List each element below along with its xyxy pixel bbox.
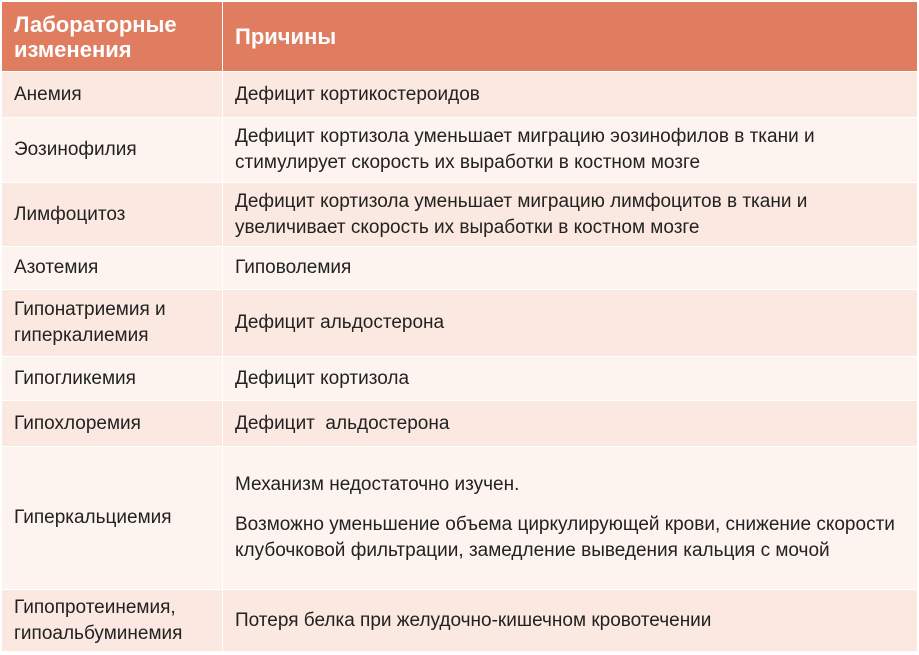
lab-change-cell: Анемия (2, 72, 223, 118)
cause-text: Дефицит кортизола уменьшает миграцию эозинофилов в ткани и стимулирует скорость их выработки в костном мозге (235, 126, 815, 173)
cause-text: Дефицит кортикостероидов (235, 83, 480, 105)
lab-change-cell: Лимфоцитоз (2, 183, 223, 247)
table-row (2, 590, 918, 652)
lab-change-cell: Гипонатриемия и гиперкалиемия (2, 290, 223, 357)
table-row (2, 118, 918, 183)
cause-text: Гиповолемия (235, 257, 352, 278)
lab-change-cell: Гипогликемия (2, 357, 223, 401)
cause-text: Дефицит кортизола (235, 367, 410, 389)
table-row (2, 72, 918, 118)
lab-change-cell: Азотемия (2, 247, 223, 290)
cause-text: Потеря белка при желудочно-кишечном кровотечении (235, 609, 712, 631)
table-row (2, 290, 918, 357)
table-row (2, 447, 918, 590)
table-row (2, 247, 918, 290)
cause-cell (223, 72, 918, 118)
cause-cell (223, 401, 918, 447)
cause-cell (223, 247, 918, 290)
lab-change-cell: Гиперкальциемия (2, 447, 223, 590)
table-header-row (2, 2, 918, 72)
cause-cell (223, 357, 918, 401)
cause-text: Дефицит альдостерона (235, 312, 445, 333)
cause-cell (223, 447, 918, 590)
table-row (2, 401, 918, 447)
lab-change-cell: Эозинофилия (2, 118, 223, 183)
table-row (2, 357, 918, 401)
cause-text: Дефицит кортизола уменьшает миграцию лимфоцитов в ткани и увеличивает скорость их выработки в костном мозге (235, 190, 808, 238)
cause-text: Дефицит альдостерона (235, 412, 450, 434)
cause-cell (223, 118, 918, 183)
lab-changes-table (1, 1, 918, 652)
header-lab-changes: Лабораторные изменения (2, 2, 223, 72)
header-causes: Причины (223, 2, 918, 72)
cause-text: Механизм недостаточно изучен. (235, 474, 520, 495)
cause-cell (223, 183, 918, 247)
cause-text: Возможно уменьшение объема циркулирующей крови, снижение скорости клубочковой фильтрации, замедление выведения кальция с мочой (235, 514, 895, 561)
cause-cell (223, 290, 918, 357)
table-row (2, 183, 918, 247)
lab-change-cell: Гипопротеинемия, гипоальбуминемия (2, 590, 223, 652)
cause-cell (223, 590, 918, 652)
lab-change-cell: Гипохлоремия (2, 401, 223, 447)
